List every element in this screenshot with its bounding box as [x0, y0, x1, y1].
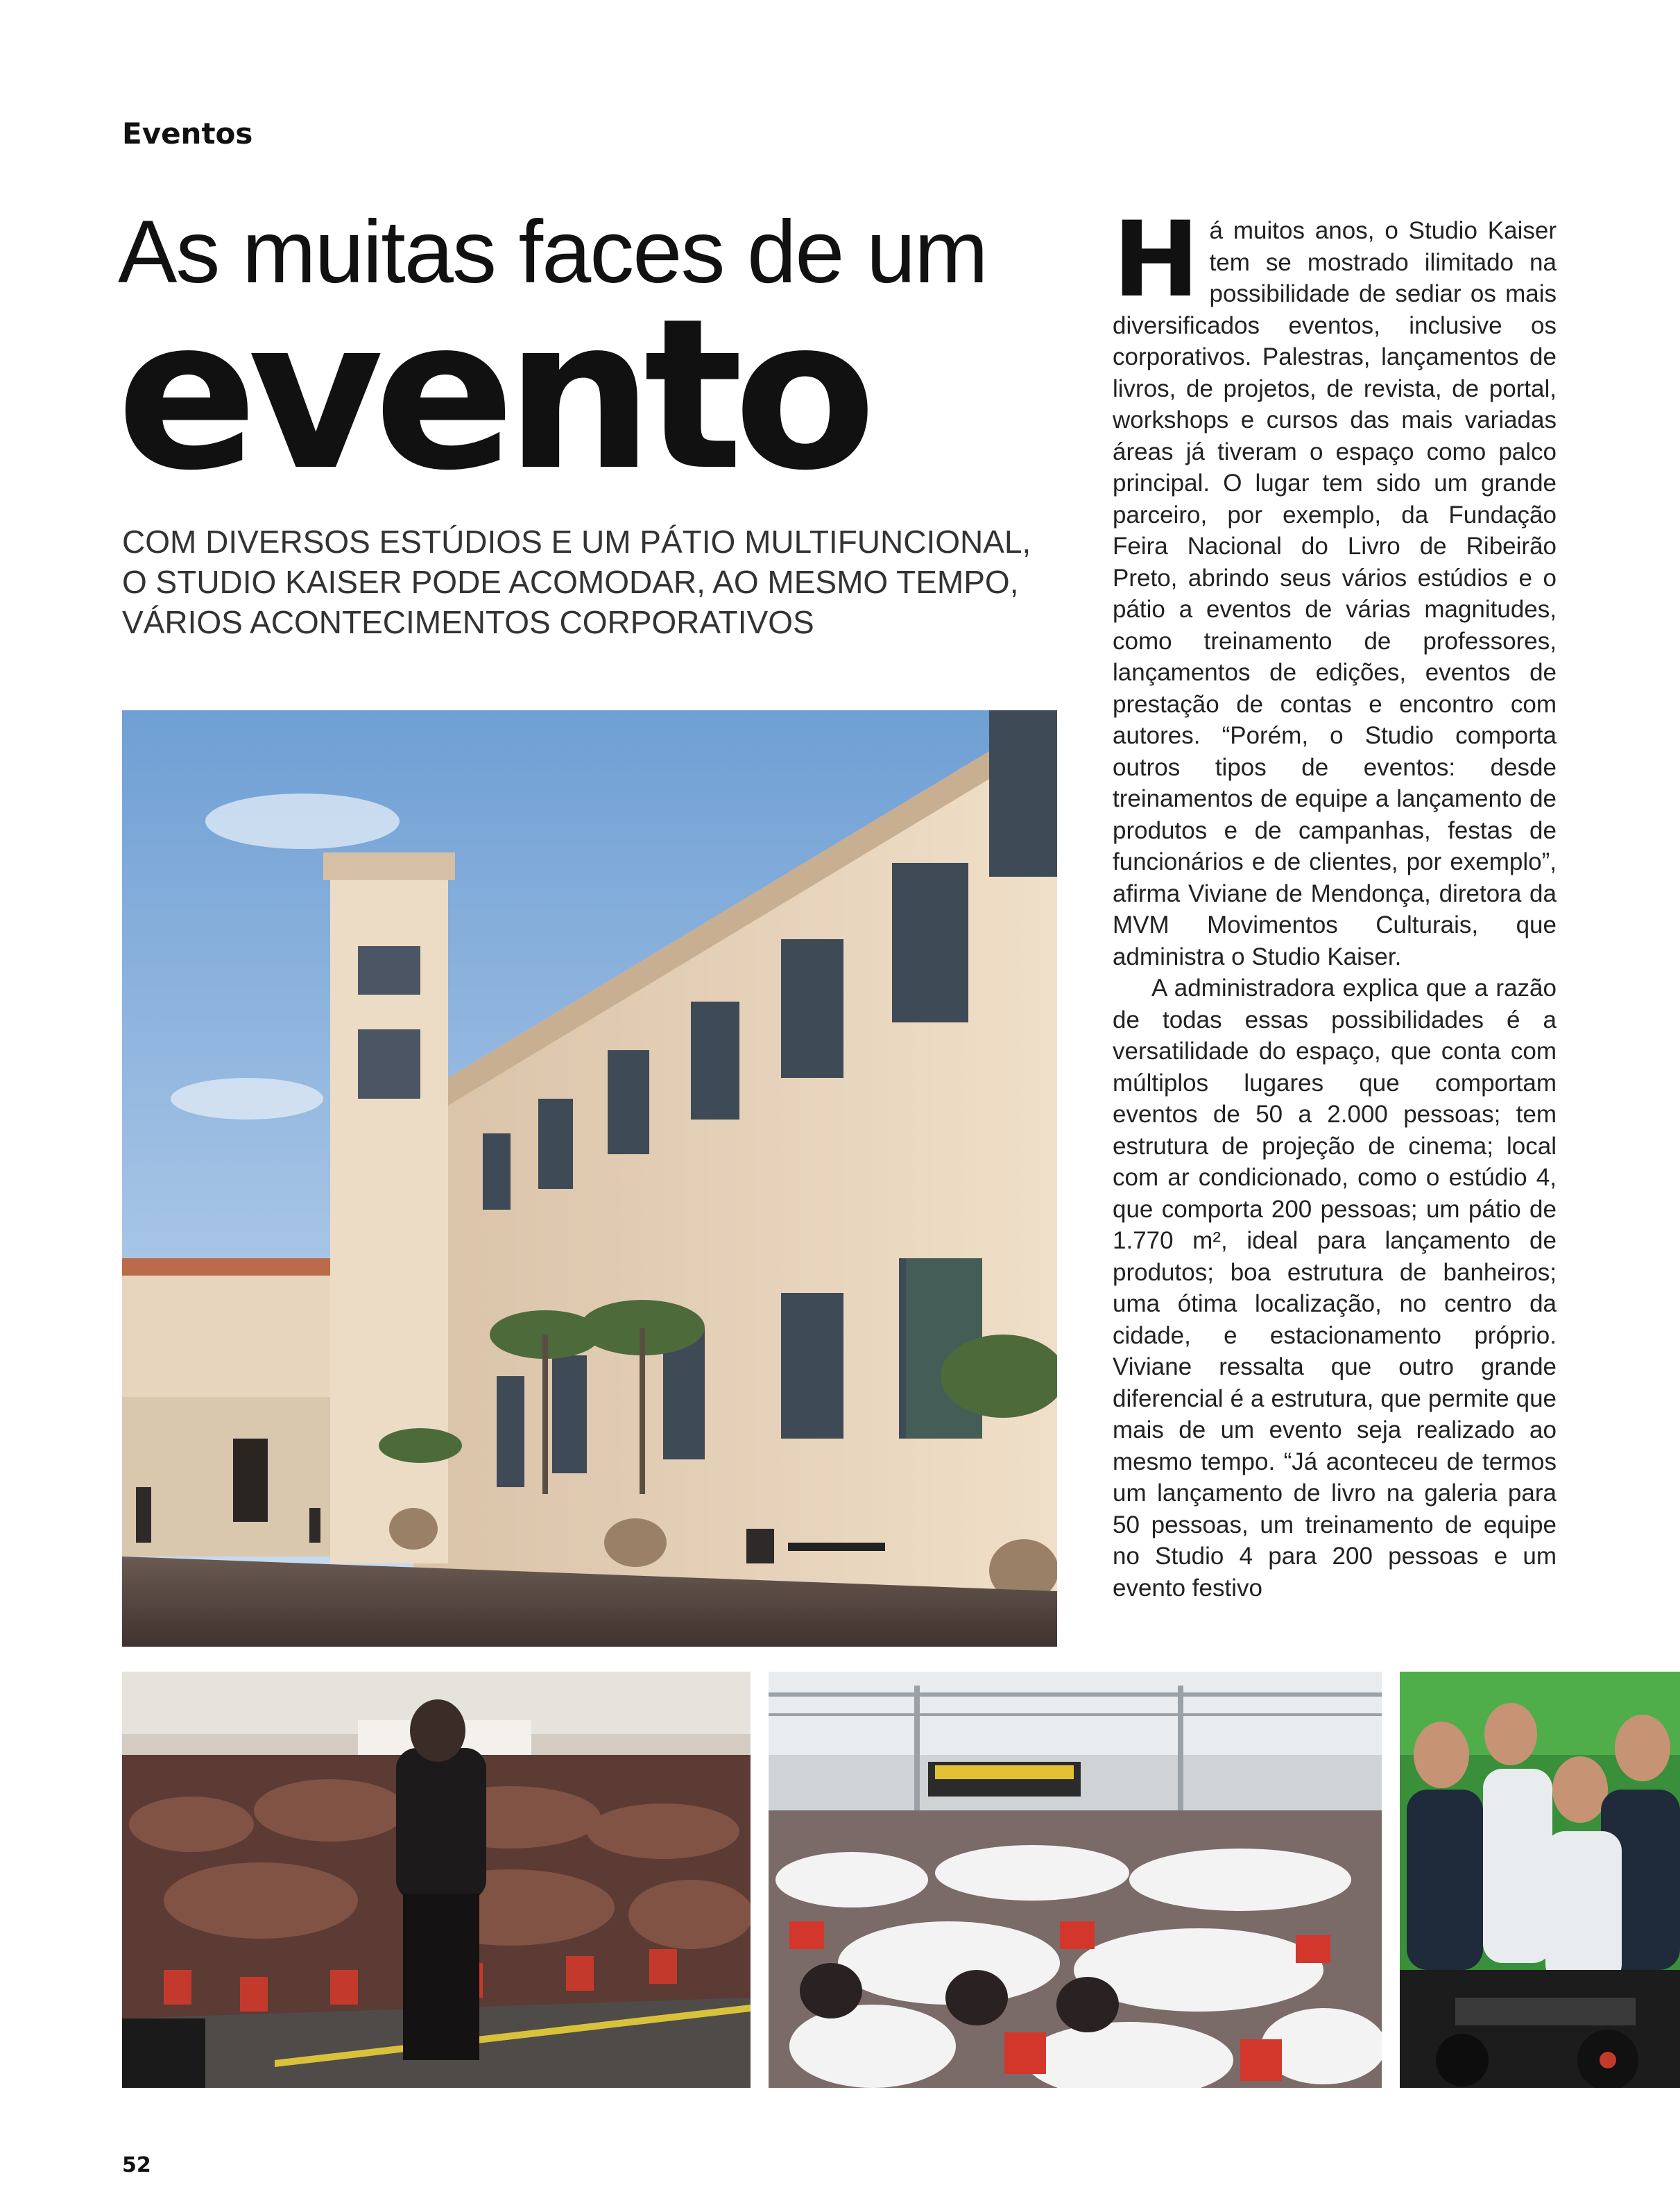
hall-students-photo: [769, 1672, 1382, 2088]
drop-cap: H: [1113, 200, 1200, 320]
subtitle-line: O STUDIO KAISER PODE ACOMODAR, AO MESMO TEMPO,: [122, 564, 1019, 600]
article-paragraph: A administradora explica que a razão de todas essas possibilidades é a versatilidade do espaço, que conta com múltiplos lugares que comportam eventos de 50 a 2.000 pessoas; tem estrutura de projeção de cinema; local com ar condicionado, como o estúdio 4, que comporta 200 pessoas; um pátio de 1.770 m², ideal para lançamento de produtos; boa estrutura de banheiros; uma ótima localização, no centro da cidade, e estacionamento próprio. Viviane ressalta que outro grande diferencial é a estrutura, que permite que mais de um evento seja realizado ao mesmo tempo. “Já aconteceu de termos um lançamento de livro na galeria para 50 pessoas, um treinamento de equipe no Studio 4 para 200 pessoas e um evento festivo: [1113, 975, 1557, 1602]
auditorium-speaker-photo: [122, 1672, 751, 2088]
dj-students-photo: [1400, 1672, 1680, 2088]
article-subtitle: [122, 522, 1031, 642]
article-title-line2: evento: [117, 274, 867, 516]
building-courtyard-photo: [122, 710, 1057, 1647]
article-paragraph: [1113, 200, 1557, 972]
article-body: [1113, 200, 1557, 1604]
subtitle-line: COM DIVERSOS ESTÚDIOS E UM PÁTIO MULTIFUNCIONAL,: [122, 524, 1031, 560]
page-number: 52: [122, 2153, 151, 2177]
article-title-line1: As muitas faces de um: [118, 203, 987, 302]
section-label: Eventos: [122, 117, 253, 151]
paragraph-text: á muitos anos, o Studio Kaiser tem se mostrado ilimitado na possibilidade de sediar os mais diversificados eventos, inclusive os corporativos. Palestras, lançamentos de livros, de projetos, de revista, de portal, workshops e cursos das mais variadas áreas já tiveram o espaço como palco principal. O lugar tem sido um grande parceiro, por exemplo, da Fundação Feira Nacional do Livro de Ribeirão Preto, abrindo seus vários estúdios e o pátio a eventos de várias magnitudes, como treinamento de professores, lançamentos de edições, eventos de prestação de contas e encontro com autores. “Porém, o Studio comporta outros tipos de eventos: desde treinamentos de equipe a lançamento de produtos e de campanhas, festas de funcionários e de clientes, por exemplo”, afirma Viviane de Mendonça, diretora da MVM Movimentos Culturais, que administra o Studio Kaiser.: [1113, 217, 1557, 970]
subtitle-line: VÁRIOS ACONTECIMENTOS CORPORATIVOS: [122, 604, 814, 640]
